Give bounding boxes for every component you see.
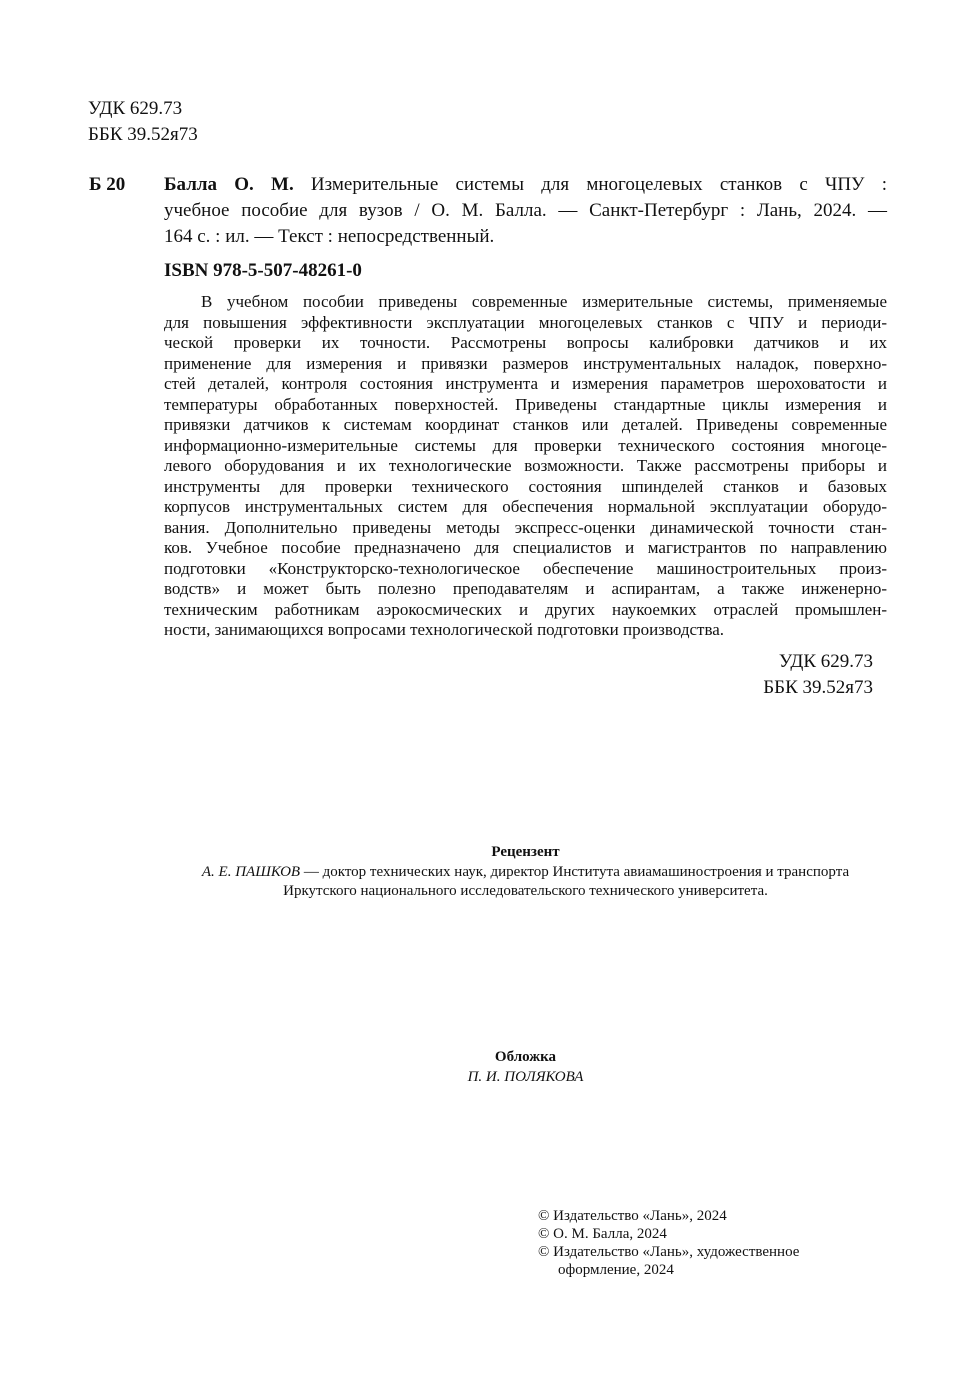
- reviewer-heading: Рецензент: [491, 844, 560, 860]
- reviewer-credentials: — доктор технических наук, директор Института авиамашиностроения и транспорта: [300, 863, 850, 880]
- book-title: Измерительные системы для многоцелевых станков с ЧПУ :: [310, 174, 888, 195]
- isbn: ISBN 978-5-507-48261-0: [164, 260, 362, 281]
- abstract: [164, 292, 887, 641]
- author-name: Балла О. М.: [164, 174, 294, 195]
- reviewer-name: А. Е. ПАШКОВ: [201, 863, 301, 880]
- abstract-line: вания. Дополнительно приведены методы экспресс-оценки динамической точности стан-: [164, 517, 887, 537]
- abstract-line: В учебном пособии приведены современные измерительные системы, применяемые: [201, 292, 887, 311]
- copyright-line: © Издательство «Лань», 2024: [538, 1208, 727, 1224]
- cover-artist: П. И. ПОЛЯКОВА: [467, 1068, 584, 1085]
- cover-section: [164, 1048, 887, 1087]
- abstract-line: техническим работникам аэрокосмических и других наукоемких отраслей промышлен-: [164, 599, 887, 619]
- reviewer-line-1: [164, 863, 887, 883]
- copyright-block: [538, 1207, 799, 1279]
- abstract-line: ков. Учебное пособие предназначено для специалистов и магистрантов по направлению: [164, 538, 887, 557]
- copyright-line: © О. М. Балла, 2024: [538, 1226, 667, 1242]
- udk-code: УДК 629.73: [778, 651, 873, 672]
- reviewer-line-2: Иркутского национального исследовательского технического университета.: [283, 883, 768, 899]
- reviewer-section: [164, 843, 887, 902]
- abstract-line: левого оборудования и их технологические возможности. Также рассмотрены приборы и: [164, 456, 887, 475]
- biblio-line-1: [164, 172, 887, 198]
- abstract-line: водств» и может быть полезно преподавателям и аспирантам, а также инженерно-: [164, 579, 887, 598]
- bbk-code: ББК 39.52я73: [88, 124, 198, 145]
- abstract-line: ности, занимающихся вопросами технологической подготовки производства.: [164, 620, 725, 639]
- abstract-line: корпусов инструментальных систем для обеспечения нормальной эксплуатации оборудо-: [164, 497, 887, 516]
- abstract-line: для повышения эффективности эксплуатации многоцелевых станков с ЧПУ и периоди-: [164, 312, 887, 332]
- copyright-line: © Издательство «Лань», художественное: [538, 1244, 800, 1260]
- abstract-line: подготовки «Конструкторско-технологическое обеспечение машиностроительных произ-: [164, 558, 887, 578]
- bibliographic-record: [164, 172, 887, 250]
- abstract-line: информационно-измерительные системы для проверки технического состояния многоце-: [164, 435, 887, 455]
- author-mark: Б 20: [89, 174, 126, 195]
- biblio-line-3: 164 с. : ил. — Текст : непосредственный.: [164, 226, 495, 247]
- cover-heading: Обложка: [494, 1049, 557, 1065]
- udk-code: УДК 629.73: [88, 98, 183, 119]
- biblio-line-2: учебное пособие для вузов / О. М. Балла. — Санкт-Петербург : Лань, 2024. —: [164, 200, 887, 221]
- abstract-line: температуры обработанных поверхностей. Приведены стандартные циклы измерения и: [164, 394, 887, 414]
- abstract-line: стей деталей, контроля состояния инструмента и измерения параметров шероховатости и: [164, 374, 887, 393]
- abstract-line: ческой проверки их точности. Рассмотрены вопросы калибровки датчиков и их: [164, 333, 887, 352]
- classification-footer: [763, 649, 873, 701]
- classification-header: [88, 96, 198, 148]
- bbk-code: ББК 39.52я73: [763, 677, 873, 698]
- abstract-line: привязки датчиков к системам координат станков или деталей. Приведены современные: [164, 415, 887, 434]
- abstract-line: инструменты для проверки технического состояния шпинделей станков и базовых: [164, 476, 887, 496]
- abstract-line: применение для измерения и привязки размеров инструментальных наладок, поверхно-: [164, 353, 887, 373]
- copyright-line: оформление, 2024: [558, 1262, 674, 1278]
